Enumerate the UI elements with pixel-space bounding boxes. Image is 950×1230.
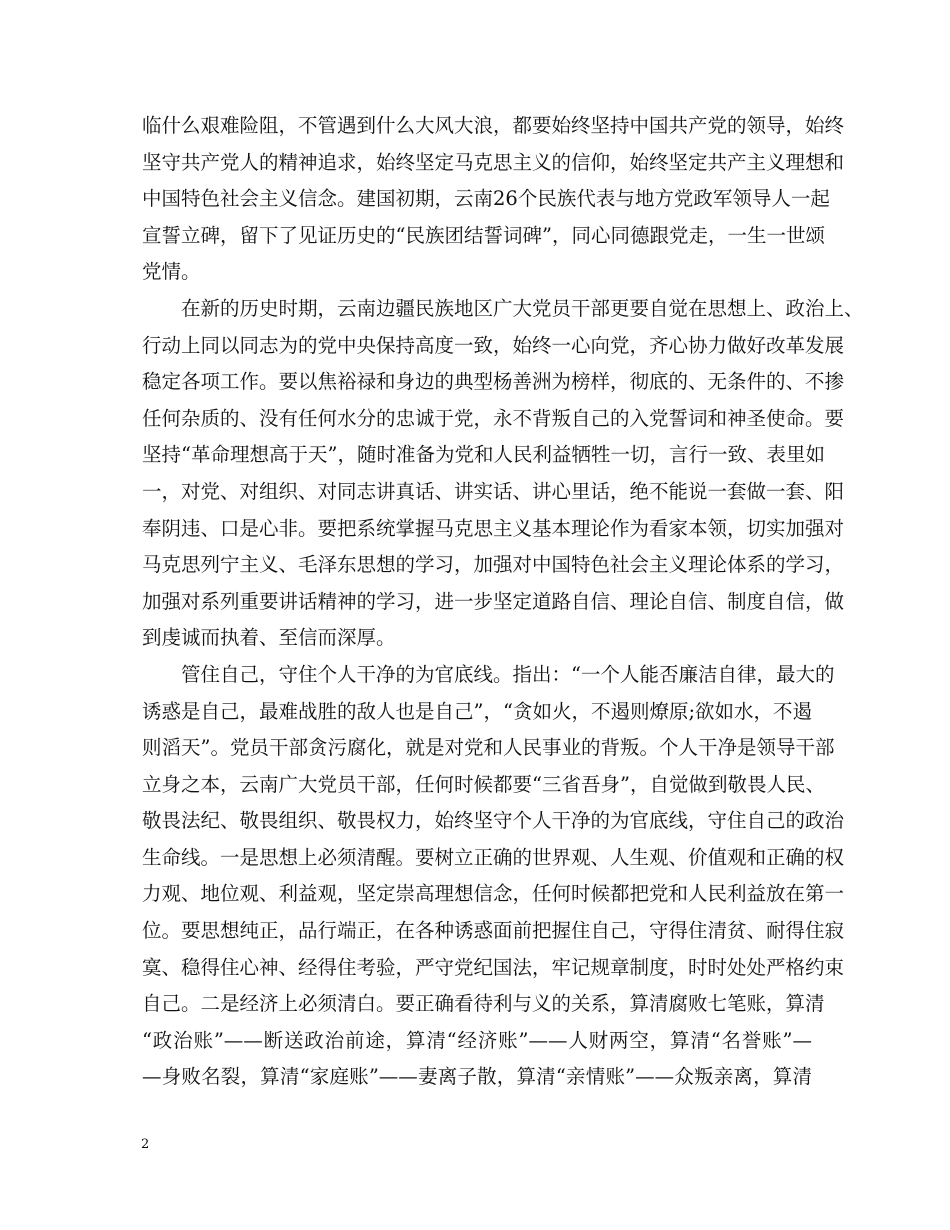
text-line: 寞、稳得住心神、经得住考验，严守党纪国法，牢记规章制度，时时处处严格约束	[142, 955, 845, 979]
text-line: 在新的历史时期，云南边疆民族地区广大党员干部更要自觉在思想上、政治上、	[181, 296, 864, 320]
text-line: 临什么艰难险阻，不管遇到什么大风大浪，都要始终坚持中国共产党的领导，始终	[142, 114, 845, 137]
text-line: 坚守共产党人的精神追求，始终坚定马克思主义的信仰，始终坚定共产主义理想和	[142, 150, 845, 174]
body-text	[142, 108, 864, 1096]
text-line: 党情。	[142, 260, 201, 284]
text-line: 马克思列宁主义、毛泽东思想的学习，加强对中国特色社会主义理论体系的学习，	[142, 553, 845, 577]
text-line: 加强对系列重要讲话精神的学习，进一步坚定道路自信、理论自信、制度自信，做	[142, 589, 845, 613]
page-number: 2	[141, 1137, 150, 1152]
text-line: 诱惑是自己，最难战胜的敌人也是自己”，“贪如火，不遏则燎原;欲如水，不遏	[142, 699, 813, 723]
text-line: 稳定各项工作。要以焦裕禄和身边的典型杨善洲为榜样，彻底的、无条件的、不掺	[142, 370, 845, 394]
text-line: 敬畏法纪、敬畏组织、敬畏权力，始终坚守个人干净的为官底线，守住自己的政治	[142, 809, 845, 833]
text-line: 行动上同以同志为的党中央保持高度一致，始终一心向党，齐心协力做好改革发展	[142, 333, 845, 357]
text-line: 任何杂质的、没有任何水分的忠诚于党，永不背叛自己的入党誓词和神圣使命。要	[142, 406, 845, 430]
text-line: 宣誓立碑，留下了见证历史的“民族团结誓词碑”，同心同德跟党走，一生一世颂	[142, 223, 825, 247]
text-line: 坚持“革命理想高于天”，随时准备为党和人民利益牺牲一切，言行一致、表里如	[142, 443, 825, 467]
text-line: 位。要思想纯正，品行端正，在各种诱惑面前把握住自己，守得住清贫、耐得住寂	[142, 919, 845, 943]
text-line: 立身之本，云南广大党员干部，任何时候都要“三省吾身”，自觉做到敬畏人民、	[142, 772, 825, 796]
text-line: 中国特色社会主义信念。建国初期，云南26个民族代表与地方党政军领导人一起	[142, 187, 830, 211]
text-line: 到虔诚而执着、至信而深厚。	[142, 626, 396, 650]
text-line: 则滔天”。党员干部贪污腐化，就是对党和人民事业的背叛。个人干净是领导干部	[142, 736, 835, 760]
text-line: 自己。二是经济上必须清白。要正确看待利与义的关系，算清腐败七笔账，算清	[142, 992, 825, 1016]
text-line: 管住自己，守住个人干净的为官底线。指出：“一个人能否廉洁自律，最大的	[181, 662, 835, 686]
text-line: 生命线。一是思想上必须清醒。要树立正确的世界观、人生观、价值观和正确的权	[142, 845, 845, 869]
text-line: 力观、地位观、利益观，坚定崇高理想信念，任何时候都把党和人民利益放在第一	[142, 882, 845, 906]
text-line: —身败名裂，算清“家庭账”——妻离子散，算清“亲情账”——众叛亲离，算清	[142, 1065, 812, 1089]
text-line: “政治账”——断送政治前途，算清“经济账”——人财两空，算清“名誉账”—	[142, 1028, 812, 1052]
text-line: 奉阴违、口是心非。要把系统掌握马克思主义基本理论作为看家本领，切实加强对	[142, 516, 845, 540]
text-line: 一，对党、对组织、对同志讲真话、讲实话、讲心里话，绝不能说一套做一套、阳	[142, 479, 845, 503]
